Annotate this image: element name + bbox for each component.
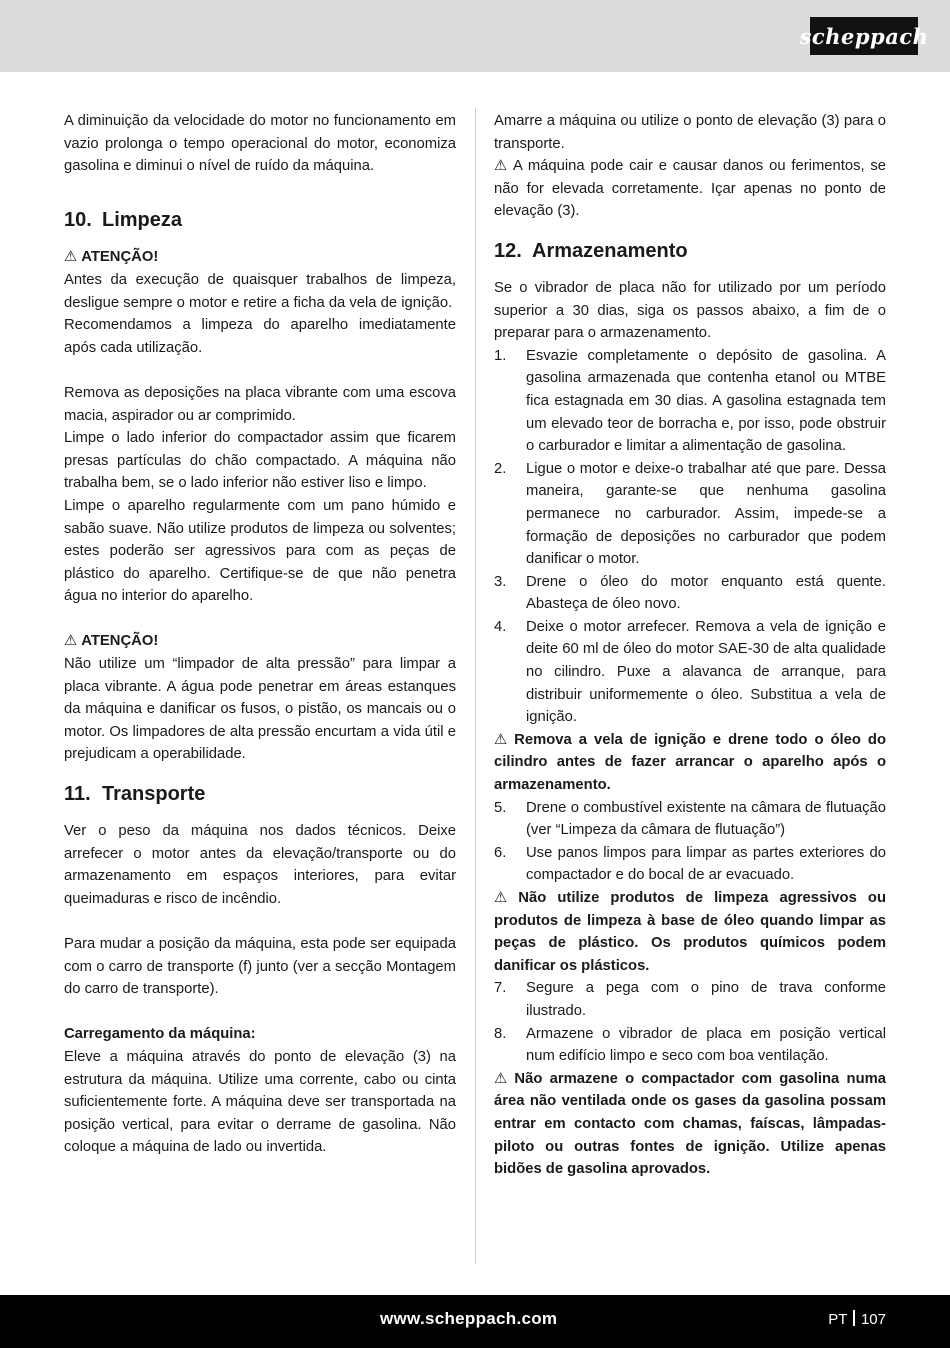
paragraph: Se o vibrador de placa não for utilizado por um período superior a 30 dias, siga os passos abaixo, a fim de o preparar para o armazenamento.	[494, 279, 886, 342]
warning-triangle-icon: ⚠	[64, 633, 78, 650]
list-number: 6.	[494, 844, 507, 861]
list-text: Armazene o vibrador de placa em posição vertical num edifício limpo e seco com boa ventilação.	[526, 1025, 886, 1065]
list-number: 8.	[494, 1025, 507, 1042]
section-number: 10.	[64, 209, 92, 232]
paragraph: Amarre a máquina ou utilize o ponto de elevação (3) para o transporte.	[494, 113, 886, 152]
storage-steps-a	[494, 345, 886, 729]
bold-warning	[494, 729, 886, 797]
warning-text: Não utilize produtos de limpeza agressivos ou produtos de limpeza à base de óleo quando limpar as peças de plástico. Os produtos químicos podem danificar os plásticos.	[494, 890, 887, 974]
list-number: 5.	[494, 799, 507, 816]
list-number: 7.	[494, 980, 507, 997]
paragraph: Recomendamos a limpeza do aparelho imediatamente após cada utilização.	[64, 317, 456, 356]
warning-triangle-icon: ⚠	[494, 158, 509, 175]
warning-text: A máquina pode cair e causar danos ou ferimentos, se não for elevada corretamente. Içar apenas no ponto de elevação (3).	[494, 158, 887, 220]
footer-bar	[0, 1295, 950, 1348]
warning-text: Remova a vela de ignição e drene todo o óleo do cilindro antes de fazer arrancar o aparelho após o armazenamento.	[494, 731, 887, 794]
bold-warning	[494, 1068, 886, 1181]
list-text: Use panos limpos para limpar as partes exteriores do compactador e do bocal de ar evacuado.	[526, 844, 886, 884]
page-separator	[853, 1310, 855, 1326]
warning-label-text: ATENÇÃO!	[81, 249, 159, 266]
list-number: 1.	[494, 347, 507, 364]
list-item	[494, 345, 886, 458]
paragraph: Para mudar a posição da máquina, esta pode ser equipada com o carro de transporte (f) junto (ver a secção Montagem do carro de transporte).	[64, 936, 456, 998]
section-title: Armazenamento	[532, 239, 688, 262]
warning-text: Não armazene o compactador com gasolina numa área não ventilada onde os gases da gasolina possam entrar em contacto com chamas, faíscas, lâmpadas-piloto ou outras fontes de ignição. Utilize apenas bidões de gasolina aprovados.	[494, 1070, 886, 1178]
warning-triangle-icon: ⚠	[494, 731, 511, 748]
list-number: 3.	[494, 573, 507, 590]
website-url: www.scheppach.com	[380, 1309, 558, 1328]
list-text: Esvazie completamente o depósito de gasolina. A gasolina armazenada que contenha etanol ou MTBE fica estagnada em 30 dias. A gasolina estagnada tem um elevado teor de borracha e, por isso, pode obstruir o carburador e limitar a alimentação de gasolina.	[526, 347, 886, 455]
list-item	[494, 797, 886, 842]
warning-label	[64, 630, 456, 653]
left-column	[64, 110, 456, 1159]
list-text: Ligue o motor e deixe-o trabalhar até que pare. Dessa maneira, garante-se que nenhuma gasolina permanece no carburador. Assim, impede-se a formação de deposições no carburador que podem danificar o motor.	[526, 460, 886, 568]
warning-paragraph	[494, 155, 886, 223]
list-item	[494, 571, 886, 616]
page-number: 107	[860, 1311, 886, 1328]
subheading: Carregamento da máquina:	[64, 1026, 256, 1043]
intro-paragraph: A diminuição da velocidade do motor no funcionamento em vazio prolonga o tempo operacional do motor, economiza gasolina e diminui o nível de ruído da máquina.	[64, 113, 456, 175]
list-item	[494, 616, 886, 729]
storage-steps-b	[494, 797, 886, 887]
bold-warning	[494, 887, 886, 977]
paragraph: Eleve a máquina através do ponto de elevação (3) na estrutura da máquina. Utilize uma corrente, cabo ou cinta suficientemente forte. A máquina deve ser transportada na posição vertical, para evitar o derrame de gasolina. Não coloque a máquina de lado ou invertida.	[64, 1048, 456, 1156]
paragraph: Remova as deposições na placa vibrante com uma escova macia, aspirador ou ar comprimido.	[64, 384, 456, 424]
language-code: PT	[828, 1311, 848, 1328]
list-text: Drene o combustível existente na câmara de flutuação (ver “Limpeza da câmara de flutuação”)	[526, 799, 886, 839]
list-number: 4.	[494, 618, 507, 635]
storage-steps-c	[494, 977, 886, 1067]
section-12-heading	[494, 231, 886, 277]
warning-triangle-icon: ⚠	[64, 249, 78, 266]
warning-label	[64, 246, 456, 269]
paragraph: Não utilize um “limpador de alta pressão” para limpar a placa vibrante. A água pode penetrar em áreas estanques da máquina e danificar os fusos, o pistão, os mancais ou o motor. Os limpadores de alta pressão encurtam a vida útil e prejudicam a operabilidade.	[64, 656, 456, 763]
list-item	[494, 1023, 886, 1068]
section-number: 12.	[494, 239, 522, 262]
warning-triangle-icon: ⚠	[494, 890, 515, 906]
warning-triangle-icon: ⚠	[494, 1070, 511, 1087]
page-indicator	[828, 1310, 886, 1328]
list-text: Drene o óleo do motor enquanto está quente. Abasteça de óleo novo.	[526, 573, 886, 613]
section-title: Transporte	[102, 783, 206, 806]
paragraph: Limpe o aparelho regularmente com um pano húmido e sabão suave. Não utilize produtos de limpeza ou solventes; estes poderão ser agressivos para com as peças de plástico do aparelho. Certifique-se de que não penetra água no interior do aparelho.	[64, 497, 456, 605]
list-text: Segure a pega com o pino de trava conforme ilustrado.	[526, 980, 886, 1019]
list-item	[494, 458, 886, 571]
section-11-heading	[64, 774, 456, 820]
right-column	[494, 110, 886, 1181]
paragraph: Limpe o lado inferior do compactador assim que ficarem presas partículas do chão compactado. A máquina não trabalha bem, se o lado inferior não estiver liso e limpo.	[64, 430, 456, 492]
paragraph: Antes da execução de quaisquer trabalhos de limpeza, desligue sempre o motor e retire a ficha da vela de ignição.	[64, 271, 456, 311]
section-10-heading	[64, 200, 456, 246]
list-text: Deixe o motor arrefecer. Remova a vela de ignição e deite 60 ml de óleo do motor SAE-30 de alta qualidade no cilindro. Puxe a alavanca de arranque, para distribuir uniformemente o óleo. Substitua a vela de ignição.	[526, 618, 886, 726]
list-item	[494, 842, 886, 887]
section-title: Limpeza	[102, 209, 183, 232]
paragraph: Ver o peso da máquina nos dados técnicos. Deixe arrefecer o motor antes da elevação/transporte ou do armazenamento em espaços interiores, para evitar queimaduras e risco de incêndio.	[64, 823, 456, 907]
brand-logo: scheppach	[810, 17, 918, 55]
section-number: 11.	[64, 783, 91, 806]
column-divider	[475, 108, 476, 1264]
list-item	[494, 977, 886, 1022]
warning-label-text: ATENÇÃO!	[81, 633, 159, 650]
list-number: 2.	[494, 460, 507, 477]
